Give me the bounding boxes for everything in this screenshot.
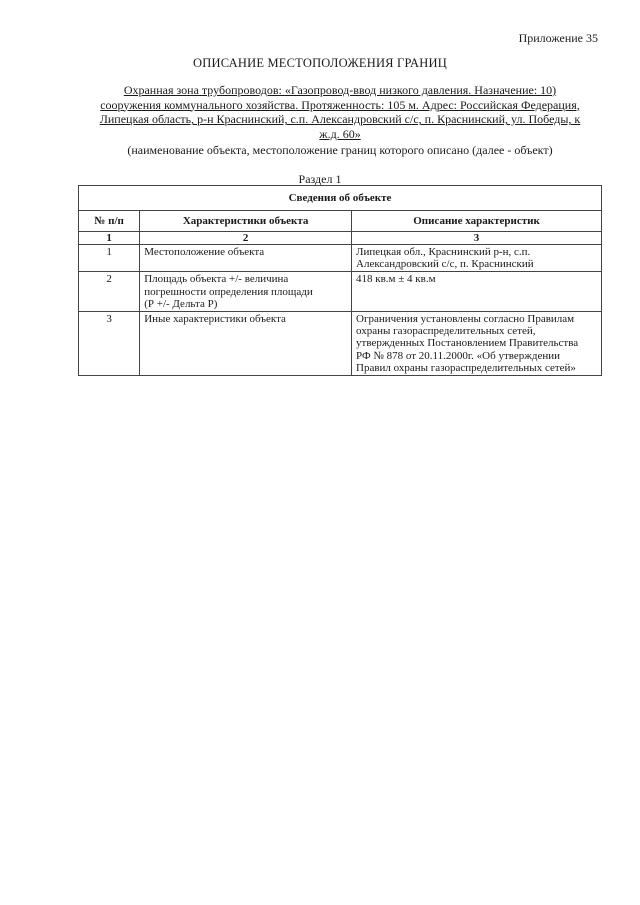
cell-line: Иные характеристики объекта <box>144 313 286 326</box>
cell-line: РФ № 878 от 20.11.2000г. «Об утверждении <box>356 349 561 362</box>
cell-line: Липецкая обл., Краснинский р-н, с.п. <box>356 246 531 258</box>
object-info-table <box>78 185 602 376</box>
row-characteristic <box>140 312 352 376</box>
row-number: 2 <box>79 272 140 312</box>
section-title: Раздел 1 <box>298 172 342 186</box>
cell-line: (Р +/- Дельта Р) <box>144 297 218 310</box>
header-characteristic: Характеристики объекта <box>140 211 352 232</box>
object-description <box>78 83 602 141</box>
cell-line: Площадь объекта +/- величина <box>144 273 289 286</box>
cell-line: погрешности определения площади <box>144 285 313 298</box>
appendix-label: Приложение 35 <box>518 31 598 45</box>
row-characteristic <box>140 272 352 312</box>
column-number: 1 <box>79 232 140 245</box>
cell-line: утвержденных Постановлением Правительства <box>356 337 579 350</box>
object-description-line: сооружения коммунального хозяйства. Протяженность: 105 м. Адрес: Российская Федерация, <box>100 97 580 112</box>
header-number: № п/п <box>79 211 140 232</box>
row-description <box>352 272 602 312</box>
row-description <box>352 312 602 376</box>
table-caption-row <box>79 186 602 211</box>
table-row <box>79 272 602 312</box>
object-description-line: Липецкая область, р-н Краснинский, с.п. Александровский с/с, п. Краснинский, ул. Победы, к <box>99 112 581 127</box>
cell-line: охраны газораспределительных сетей, <box>356 325 536 338</box>
table-row <box>79 312 602 376</box>
row-description <box>352 245 602 272</box>
header-description: Описание характеристик <box>352 211 602 232</box>
row-number: 1 <box>79 245 140 272</box>
cell-line: Александровский с/с, п. Краснинский <box>356 258 534 271</box>
row-characteristic <box>140 245 352 272</box>
object-caption: (наименование объекта, местоположение границ которого описано (далее - объект) <box>127 143 553 157</box>
table-row <box>79 245 602 272</box>
cell-line: 418 кв.м ± 4 кв.м <box>356 273 436 286</box>
object-description-line: ж.д. 60» <box>319 126 361 141</box>
object-description-line: Охранная зона трубопроводов: «Газопровод-ввод низкого давления. Назначение: 10) <box>123 83 557 97</box>
cell-line: Ограничения установлены согласно Правилам <box>356 313 575 326</box>
table-column-number-row <box>79 232 602 245</box>
table-header-row <box>79 211 602 232</box>
cell-line: Местоположение объекта <box>144 246 265 258</box>
document-title: ОПИСАНИЕ МЕСТОПОЛОЖЕНИЯ ГРАНИЦ <box>193 56 447 70</box>
cell-line: Правил охраны газораспределительных сетей» <box>356 361 576 374</box>
row-number: 3 <box>79 312 140 376</box>
column-number: 2 <box>140 232 352 245</box>
column-number: 3 <box>352 232 602 245</box>
table-caption: Сведения об объекте <box>79 186 602 211</box>
